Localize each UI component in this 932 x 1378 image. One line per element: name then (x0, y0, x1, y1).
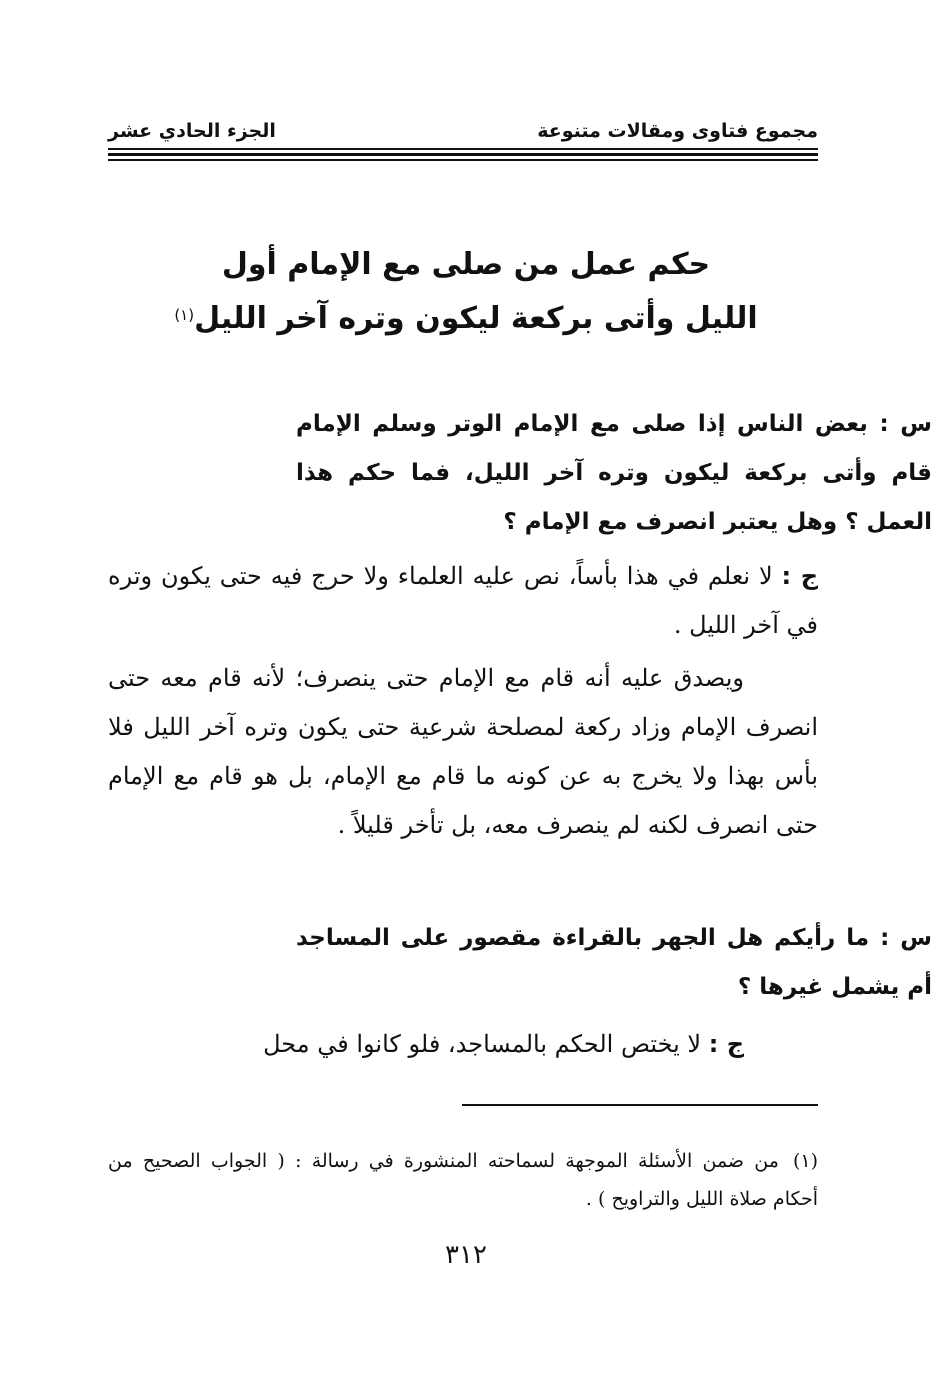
answer-marker: ج : (708, 1030, 744, 1058)
footnote-text: من ضمن الأسئلة الموجهة لسماحته المنشورة في رسالة : ( الجواب الصحيح من أحكام صلاة الليل والتراويح ) . (108, 1150, 818, 1210)
title-line-1: حكم عمل من صلى مع الإمام أول (221, 247, 711, 282)
answer-1 (108, 552, 818, 650)
article-title (150, 238, 782, 346)
question-marker: س : (879, 411, 932, 437)
answer-2 (108, 1020, 744, 1069)
question-2 (296, 914, 932, 1012)
running-header (108, 108, 818, 142)
question-text: بعض الناس إذا صلى مع الإمام الوتر وسلم الإمام قام وأتى بركعة ليكون وتره آخر الليل، فما حكم هذا العمل ؟ وهل يعتبر انصرف مع الإمام ؟ (296, 411, 932, 535)
footnote-number: (١) (792, 1150, 818, 1172)
book-title: مجموع فتاوى ومقالات متنوعة (537, 120, 818, 142)
title-line-2-text: الليل وأتى بركعة ليكون وتره آخر الليل (194, 301, 758, 336)
volume-label: الجزء الحادي عشر (108, 120, 276, 142)
question-text: ما رأيكم هل الجهر بالقراءة مقصور على المساجد أم يشمل غيرها ؟ (296, 925, 932, 1000)
header-rule (108, 153, 818, 156)
title-footnote-ref: (١) (174, 306, 195, 324)
answer-text: لا يختص الحكم بالمساجد، فلو كانوا في محل (263, 1030, 702, 1058)
question-1 (296, 400, 932, 547)
footnote (108, 1142, 818, 1218)
title-line-2 (150, 292, 782, 346)
answer-text: لا نعلم في هذا بأساً، نص عليه العلماء ولا حرج فيه حتى يكون وتره في آخر الليل . (108, 562, 818, 639)
footnote-separator (462, 1104, 818, 1106)
header-rule (108, 159, 818, 161)
answer-marker: ج : (781, 562, 818, 590)
question-marker: س : (880, 925, 932, 951)
page-number: ٣١٢ (445, 1240, 487, 1270)
header-rule (108, 148, 818, 150)
answer-1-continued: ويصدق عليه أنه قام مع الإمام حتى ينصرف؛ لأنه قام معه حتى انصرف الإمام وزاد ركعة لمصلحة شرعية حتى يكون وتره آخر الليل فلا بأس بهذا ولا يخرج به عن كونه ما قام مع الإمام، بل هو قام مع الإمام حتى انصرف لكنه لم ينصرف معه، بل تأخر قليلاً . (108, 664, 819, 839)
